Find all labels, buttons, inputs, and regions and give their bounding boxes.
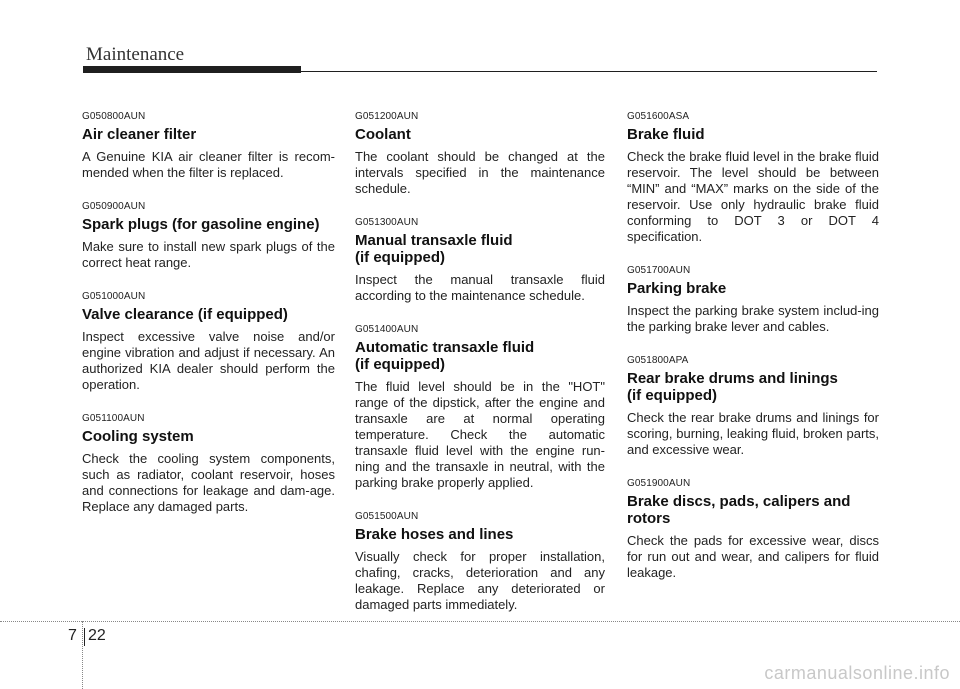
column-1: [82, 111, 335, 535]
section-body: Inspect excessive valve noise and/or engine vibration and adjust if necessary. An authorized KIA dealer should perform the operation.: [82, 329, 335, 392]
section-code: G051300AUN: [355, 217, 419, 228]
section-body: Make sure to install new spark plugs of the correct heat range.: [82, 239, 335, 270]
section-code: G051000AUN: [82, 291, 146, 302]
page-header-title: Maintenance: [86, 44, 185, 65]
section-code: G051700AUN: [627, 265, 691, 276]
section-heading: Brake fluid: [627, 126, 705, 143]
section-heading: Automatic transaxle fluid (if equipped): [355, 339, 535, 373]
section-code: G050800AUN: [82, 111, 146, 122]
section-code: G051200AUN: [355, 111, 419, 122]
page-number-divider: [84, 628, 85, 646]
section-heading: Spark plugs (for gasoline engine): [82, 216, 320, 233]
section-automatic-transaxle-fluid: [355, 324, 605, 491]
section-body: Check the rear brake drums and linings for scoring, burning, leaking fluid, broken parts, and excessive wear.: [627, 410, 879, 457]
section-body: A Genuine KIA air cleaner filter is recom-mended when the filter is replaced.: [82, 149, 335, 180]
section-air-cleaner-filter: [82, 111, 335, 181]
watermark: carmanualsonline.info: [764, 663, 950, 683]
section-body: Inspect the parking brake system includ-ing the parking brake lever and cables.: [627, 303, 879, 334]
column-3: [627, 111, 879, 601]
section-code: G051600ASA: [627, 111, 690, 122]
section-brake-discs-pads: [627, 478, 879, 581]
section-parking-brake: [627, 265, 879, 335]
section-heading: Cooling system: [82, 428, 194, 445]
section-heading: Valve clearance (if equipped): [82, 306, 288, 323]
section-code: G051400AUN: [355, 324, 419, 335]
section-body: The fluid level should be in the "HOT" range of the dipstick, after the engine and transaxle are at normal operating temperature. Check the automatic transaxle fluid level with the engine run-ning and the transaxle in neutral, with the parking brake properly applied.: [355, 379, 605, 490]
section-body: Inspect the manual transaxle fluid according to the maintenance schedule.: [355, 272, 605, 303]
section-heading: Parking brake: [627, 280, 727, 297]
section-body: Visually check for proper installation, chafing, cracks, deterioration and any leakage. Replace any deteriorated or damaged parts immediately.: [355, 549, 605, 612]
footer-vertical-rule: [82, 621, 83, 689]
section-manual-transaxle-fluid: [355, 217, 605, 304]
section-heading: Coolant: [355, 126, 411, 143]
section-spark-plugs: [82, 201, 335, 271]
chapter-number: 7: [68, 627, 77, 644]
section-body: Check the cooling system components, such as radiator, coolant reservoir, hoses and connections for leakage and dam-age. Replace any damaged parts.: [82, 451, 335, 514]
section-brake-hoses-and-lines: [355, 511, 605, 613]
section-heading: Manual transaxle fluid (if equipped): [355, 232, 513, 266]
page-number: 22: [88, 627, 106, 644]
column-2: [355, 111, 605, 633]
header-rule: [301, 71, 877, 72]
header-bar: [83, 66, 301, 73]
section-code: G051800APA: [627, 355, 689, 366]
section-coolant: [355, 111, 605, 197]
section-heading: Brake discs, pads, calipers and rotors: [627, 493, 851, 527]
section-brake-fluid: [627, 111, 879, 245]
section-body: Check the brake fluid level in the brake fluid reservoir. The level should be between “MIN” and “MAX” marks on the side of the reservoir. Use only hydraulic brake fluid conforming to DOT 3 or DOT 4 specification.: [627, 149, 879, 244]
footer-rule: [0, 621, 960, 622]
section-rear-brake-drums: [627, 355, 879, 458]
section-code: G051900AUN: [627, 478, 691, 489]
section-cooling-system: [82, 413, 335, 515]
section-code: G051500AUN: [355, 511, 419, 522]
section-heading: Air cleaner filter: [82, 126, 197, 143]
section-body: The coolant should be changed at the intervals specified in the maintenance schedule.: [355, 149, 605, 196]
section-body: Check the pads for excessive wear, discs for run out and wear, and calipers for fluid leakage.: [627, 533, 879, 580]
section-heading: Rear brake drums and linings (if equipped): [627, 370, 838, 404]
section-code: G050900AUN: [82, 201, 146, 212]
section-valve-clearance: [82, 291, 335, 393]
section-code: G051100AUN: [82, 413, 145, 424]
section-heading: Brake hoses and lines: [355, 526, 514, 543]
